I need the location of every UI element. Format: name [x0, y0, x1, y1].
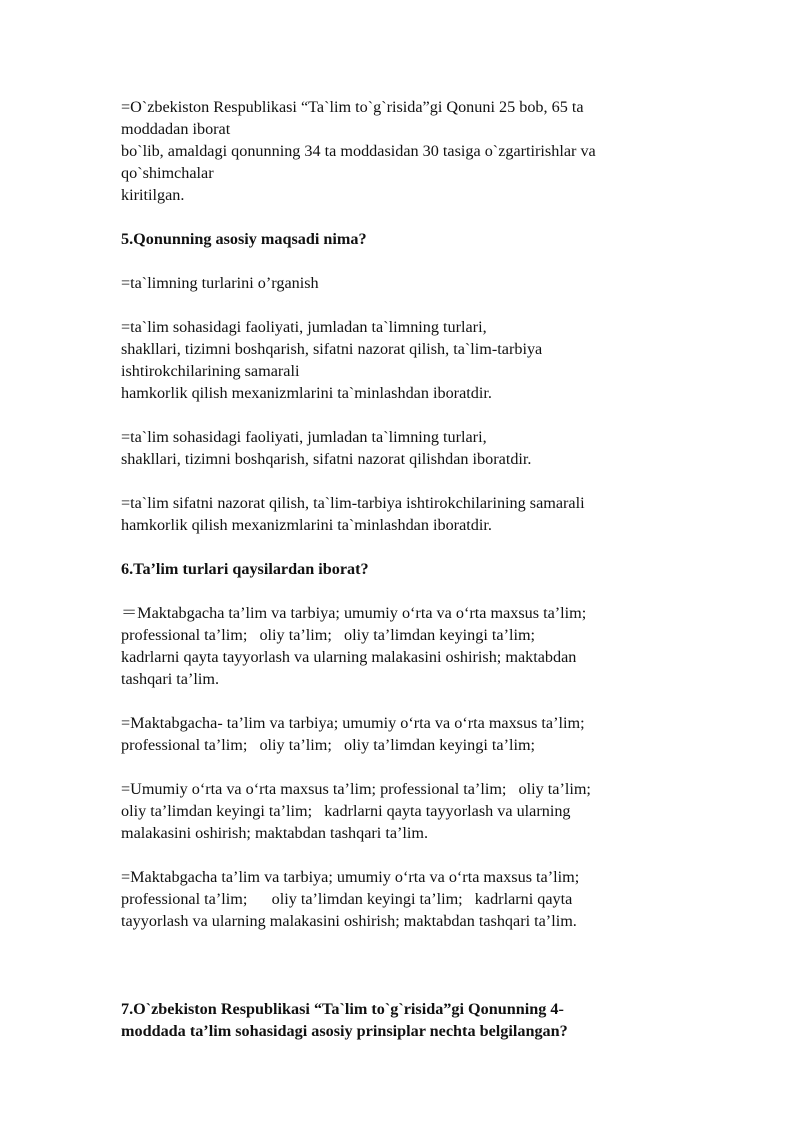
text-line: =Umumiy o‘rta va o‘rta maxsus ta’lim; professional ta’lim; oliy ta’lim; [121, 780, 591, 798]
text-line: =ta`lim sohasidagi faoliyati, jumladan ta`limning turlari, [121, 428, 487, 446]
text-line: tayyorlash va ularning malakasini oshirish; maktabdan tashqari ta’lim. [121, 912, 577, 930]
text-line: hamkorlik qilish mexanizmlarini ta`minlashdan iboratdir. [121, 384, 492, 402]
text-line: =ta`limning turlarini o’rganish [121, 274, 319, 292]
text-line: tashqari ta’lim. [121, 670, 219, 688]
question-7-title [121, 998, 681, 1042]
document-page [121, 96, 681, 1042]
text-line: moddadan iborat [121, 120, 231, 138]
question-5-answer-1 [121, 272, 681, 294]
text-line: shakllari, tizimni boshqarish, sifatni nazorat qilish, ta`lim-tarbiya [121, 340, 543, 358]
question-6-answer-1 [121, 602, 681, 690]
text-line: kiritilgan. [121, 186, 185, 204]
text-line: ishtirokchilarining samarali [121, 362, 300, 380]
text-line: malakasini oshirish; maktabdan tashqari ta’lim. [121, 824, 429, 842]
question-5-title: 5.Qonunning asosiy maqsadi nima? [121, 230, 367, 248]
text-line: =O`zbekiston Respublikasi “Ta`lim to`g`risida”gi Qonuni 25 bob, 65 ta [121, 98, 584, 116]
question-6-answer-2 [121, 712, 681, 756]
text-line: ＝Maktabgacha ta’lim va tarbiya; umumiy o‘rta va o‘rta maxsus ta’lim; [121, 604, 587, 622]
text-line: =Maktabgacha ta’lim va tarbiya; umumiy o‘rta va o‘rta maxsus ta’lim; [121, 868, 580, 886]
question-6-answer-3 [121, 778, 681, 844]
text-line: =Maktabgacha- ta’lim va tarbiya; umumiy o‘rta va o‘rta maxsus ta’lim; [121, 714, 585, 732]
question-6-answer-4 [121, 866, 681, 932]
text-line: professional ta’lim; oliy ta’limdan keyingi ta’lim; kadrlarni qayta [121, 890, 573, 908]
text-line: 7.O`zbekiston Respublikasi “Ta`lim to`g`risida”gi Qonunning 4- [121, 1000, 564, 1018]
text-line: oliy ta’limdan keyingi ta’lim; kadrlarni qayta tayyorlash va ularning [121, 802, 571, 820]
question-5-answer-4 [121, 492, 681, 536]
question-5-answer-2 [121, 316, 681, 404]
question-5-answer-3 [121, 426, 681, 470]
text-line: professional ta’lim; oliy ta’lim; oliy ta’limdan keyingi ta’lim; [121, 736, 536, 754]
text-line: moddada ta’lim sohasidagi asosiy prinsiplar nechta belgilangan? [121, 1022, 568, 1040]
text-line: =ta`lim sifatni nazorat qilish, ta`lim-tarbiya ishtirokchilarining samarali [121, 494, 585, 512]
text-line: qo`shimchalar [121, 164, 214, 182]
text-line: =ta`lim sohasidagi faoliyati, jumladan ta`limning turlari, [121, 318, 487, 336]
text-line: kadrlarni qayta tayyorlash va ularning malakasini oshirish; maktabdan [121, 648, 577, 666]
text-line: professional ta’lim; oliy ta’lim; oliy ta’limdan keyingi ta’lim; [121, 626, 536, 644]
text-line: shakllari, tizimni boshqarish, sifatni nazorat qilishdan iboratdir. [121, 450, 532, 468]
question-6-title: 6.Ta’lim turlari qaysilardan iborat? [121, 560, 369, 578]
text-line: bo`lib, amaldagi qonunning 34 ta moddasidan 30 tasiga o`zgartirishlar va [121, 142, 596, 160]
intro-paragraph [121, 96, 681, 206]
text-line: hamkorlik qilish mexanizmlarini ta`minlashdan iboratdir. [121, 516, 492, 534]
